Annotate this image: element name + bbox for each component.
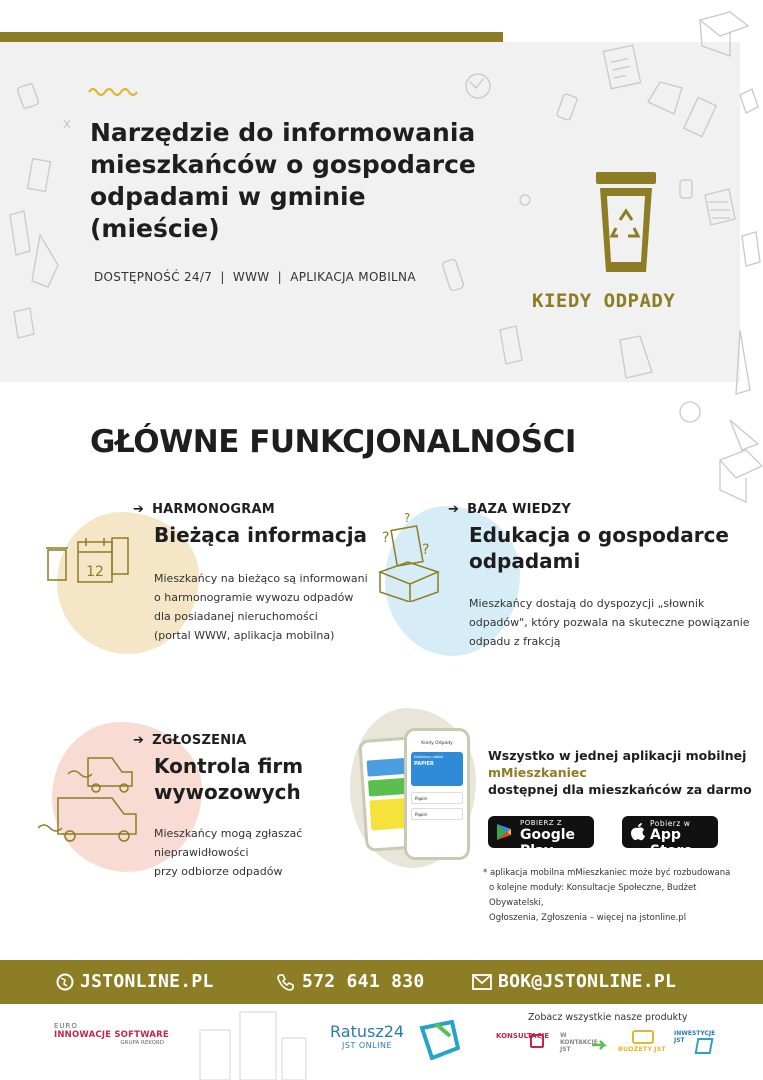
globe-icon [56, 973, 74, 991]
feature-title-baza-wiedzy: Edukacja o gospodarce odpadami [469, 523, 729, 573]
phone-header: Kiedy Odpady [421, 741, 453, 746]
product-logo-budzety[interactable]: BUDŻETY JST [618, 1030, 666, 1062]
ratusz-emblem-icon [416, 1020, 460, 1060]
arrow-logo-icon [590, 1036, 608, 1054]
product-logo-konsultacje[interactable]: KONSULTACJE [496, 1032, 552, 1060]
phone-front-mockup [404, 728, 470, 860]
arrow-right-icon: ➔ [448, 502, 460, 517]
feature-desc-zgloszenia: Mieszkańcy mogą zgłaszać nieprawidłowości przy odbiorze odpadów [154, 827, 303, 878]
svg-text:?: ? [382, 530, 390, 546]
product-logo-inwestycje[interactable]: INWESTYCJE JST [674, 1030, 718, 1062]
feature-desc-baza-wiedzy: Mieszkańcy dostają do dyspozycji „słownik odpadów", który pozwala na skuteczne powiązanie odpadu z frakcją [469, 597, 750, 648]
ratusz24-logo[interactable]: Ratusz24 JST ONLINE [330, 1022, 460, 1062]
feature-title-zgloszenia: Kontrola firm wywozowych [154, 754, 304, 804]
app-footnote: * aplikacja mobilna mMieszkaniec może być rozbudowana o kolejne moduły: Konsultacje Społeczne, Budżet Obywatelski, Ogłoszenia, Zgłoszenia – więcej na jstonline.pl [483, 868, 731, 923]
product-logo-w-kontakcie[interactable]: W KONTAKCIE JST [560, 1032, 610, 1060]
arrow-right-icon: ➔ [133, 733, 145, 748]
svg-text:?: ? [422, 542, 430, 558]
svg-text:?: ? [404, 512, 411, 525]
feature-kicker-zgloszenia: ➔ ZGŁOSZENIA [133, 733, 247, 748]
knowledge-box-icon [372, 512, 452, 602]
envelope-icon [472, 974, 492, 990]
phone-list-item: Papier [411, 808, 463, 820]
feature-title-harmonogram: Bieżąca informacja [154, 523, 368, 547]
app-promo-text: Wszystko w jednej aplikacji mobilnej mMieszkaniec dostępnej dla mieszkańców za darmo [488, 748, 752, 797]
hero-subtitle: DOSTĘPNOŚĆ 24/7 | WWW | APLIKACJA MOBILNA [94, 270, 416, 284]
calendar-day-number: 12 [86, 564, 104, 580]
phone-number-link[interactable]: 572 641 830 [302, 971, 425, 992]
website-link[interactable]: JSTONLINE.PL [80, 971, 214, 992]
brand-name: KIEDY ODPADY [532, 290, 676, 312]
euro-innowacje-logo[interactable]: EURO INNOWACJE SOFTWARE GRUPA REKORD [54, 1022, 169, 1046]
city-buildings-illustration [190, 1008, 310, 1080]
apple-icon [630, 822, 646, 842]
recycle-bin-icon [592, 168, 660, 276]
phone-icon [276, 973, 294, 991]
app-store-button[interactable]: Pobierz w App Store [622, 816, 718, 848]
google-play-icon [496, 823, 512, 841]
hero-title: Narzędzie do informowania mieszkańców o gospodarce odpadami w gminie (mieście) [90, 118, 476, 243]
products-label: Zobacz wszystkie nasze produkty [528, 1012, 688, 1023]
google-play-button[interactable]: POBIERZ Z Google Play [488, 816, 594, 848]
calendar-bins-icon [42, 528, 132, 598]
app-name: mMieszkaniec [488, 765, 587, 780]
feature-desc-harmonogram: Mieszkańcy na bieżąco są informowani o harmonogramie wywozu odpadów dla posiadanej nieruchomości (portal WWW, aplikacja mobilna) [154, 572, 368, 642]
garbage-truck-icon [38, 752, 148, 842]
email-link[interactable]: BOK@JSTONLINE.PL [498, 971, 677, 992]
phone-card: Najbliższy odbiór PAPIER [411, 752, 463, 786]
arrow-right-icon: ➔ [133, 502, 145, 517]
feature-kicker-harmonogram: ➔ HARMONOGRAM [133, 502, 275, 517]
feature-kicker-baza-wiedzy: ➔ BAZA WIEDZY [448, 502, 571, 517]
phone-list-item: Papier [411, 792, 463, 804]
contact-footer [0, 960, 763, 1004]
wavy-accent-icon [88, 86, 138, 98]
section-heading: GŁÓWNE FUNKCJONALNOŚCI [90, 424, 576, 460]
